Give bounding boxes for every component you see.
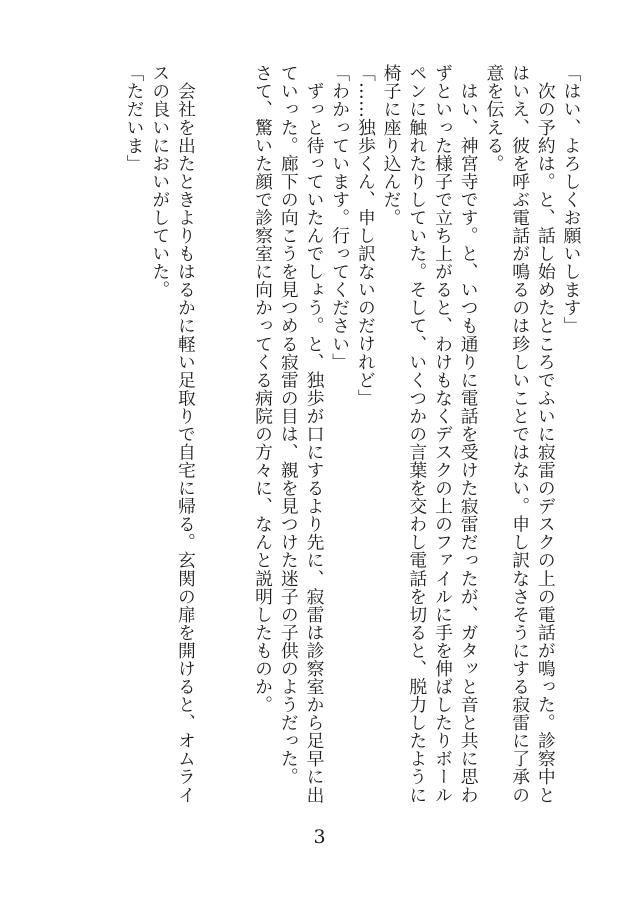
text-line: 「……独歩くん、申し訳ないのだけれど」: [355, 64, 377, 407]
text-line: はい、神宮寺です。と、いつも通りに電話を受けた寂雷だったが、ガタッと音と共に思わ: [458, 64, 480, 804]
text-line: 会社を出たときよりもはるかに軽い足取りで自宅に帰る。玄関の扉を開けると、オムライ: [175, 64, 197, 804]
text-line: 「わかっています。行ってください」: [329, 64, 351, 371]
text-line: 「はい、よろしくお願いします」: [561, 64, 582, 335]
vertical-text-body: [121, 64, 584, 804]
text-line: 次の予約は。と、話し始めたところでふいに寂雷のデスクの上の電話が鳴った。診察中と: [535, 64, 557, 804]
text-line: ずといった様子で立ち上がると、わけもなくデスクの上のファイルに手を伸ばしたりボール: [432, 64, 454, 804]
text-line: スの良いにおいがしていた。: [149, 64, 171, 299]
page-number: 3: [313, 826, 326, 848]
blank-line: [224, 64, 250, 764]
text-line: ていった。廊下の向こうを見つめる寂雷の目は、親を見つけた迷子の子供のようだった。: [278, 64, 300, 786]
blank-line: [198, 64, 224, 764]
text-line: さて、驚いた顔で診察室に向かってくる病院の方々に、なんと説明したものか。: [252, 64, 274, 714]
text-line: はいえ、彼を呼ぶ電話が鳴るのは珍しいことではない。申し訳なさそうにする寂雷に了承の: [509, 64, 531, 804]
text-line: ずっと待っていたんでしょう。と、独歩が口にするより先に、寂雷は診察室から足早に出: [303, 64, 325, 804]
text-line: 意を伝える。: [483, 64, 505, 173]
text-line: 椅子に座り込んだ。: [381, 64, 403, 227]
text-line: 「ただいま」: [124, 64, 146, 173]
text-line: ペンに触れたりしていた。そして、いくつかの言葉を交わし電話を切ると、脱力したように: [406, 64, 428, 804]
